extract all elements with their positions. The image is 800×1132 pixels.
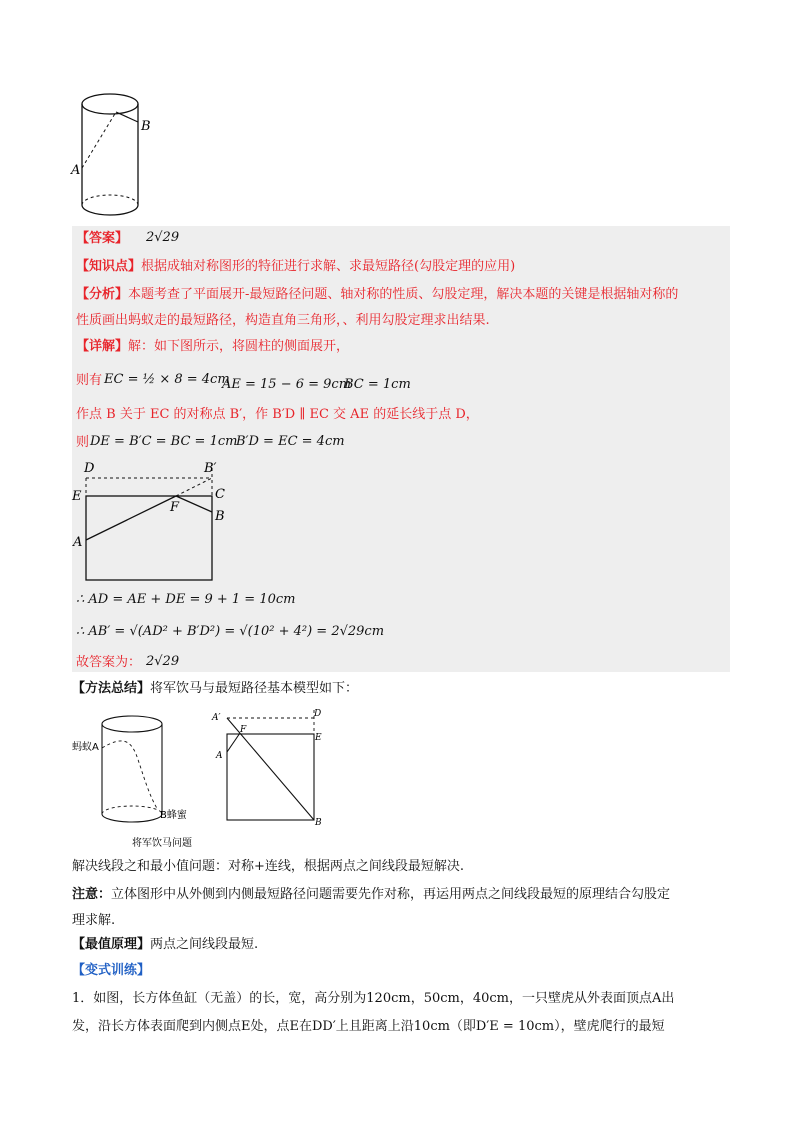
fig1-label-b: B bbox=[141, 119, 151, 134]
fig2-label-e: E bbox=[72, 489, 82, 504]
fig3-label-d: D bbox=[314, 709, 322, 719]
ae-equation: AE = 15 − 6 = 9cm bbox=[222, 377, 352, 392]
ant-label: 蚂蚁A bbox=[72, 742, 99, 753]
solve-line: 解决线段之和最小值问题：对称+连线，根据两点之间线段最短解决. bbox=[72, 859, 465, 874]
analysis-tag: 【分析】 bbox=[76, 287, 129, 302]
problem-line2: 发，沿长方体表面爬到内侧点E处，点E在DD′上且距离上沿10cm（即D′E = 10cm），壁虎爬行的最短 bbox=[72, 1019, 665, 1034]
construction-line: 作点 B 关于 EC 的对称点 B′，作 B′D ∥ EC 交 AE 的延长线于点 D， bbox=[76, 407, 479, 422]
note-line2: 理求解. bbox=[72, 913, 116, 928]
bd-equation: B′D = EC = 4cm bbox=[236, 434, 345, 449]
fig2-label-b: B bbox=[215, 509, 225, 524]
model-figure bbox=[72, 706, 342, 854]
fig3-label-a: A bbox=[216, 751, 223, 761]
fig2-label-c: C bbox=[215, 487, 225, 502]
answer-value: 2√29 bbox=[146, 230, 180, 245]
method-tag: 【方法总结】 bbox=[72, 681, 151, 696]
fig2-label-b1: B′ bbox=[204, 461, 217, 476]
cylinder-figure bbox=[70, 88, 160, 223]
model-caption: 将军饮马问题 bbox=[132, 838, 192, 849]
analysis-line2: 性质画出蚂蚁走的最短路径，构造直角三角形，、利用勾股定理求出结果. bbox=[76, 313, 490, 328]
problem-line1: 1．如图，长方体鱼缸（无盖）的长，宽，高分别为120cm，50cm，40cm，一只壁虎从外表面顶点A出 bbox=[72, 991, 675, 1006]
fig3-label-a1: A′ bbox=[212, 713, 221, 723]
knowledge-tag: 【知识点】 bbox=[76, 259, 142, 274]
principle-tag: 【最值原理】 bbox=[72, 937, 151, 952]
note-tag: 注意： bbox=[72, 887, 112, 902]
unfolded-figure bbox=[72, 460, 242, 585]
detail-tag: 【详解】 bbox=[76, 339, 129, 354]
final-prefix: 故答案为： bbox=[76, 655, 142, 670]
answer-tag: 【答案】 bbox=[76, 231, 129, 246]
de-equation: DE = B′C = BC = 1cm bbox=[90, 434, 238, 449]
note-line1: 立体图形中从外侧到内侧最短路径问题需要先作对称，再运用两点之间线段最短的原理结合勾股定 bbox=[111, 887, 671, 902]
fig2-label-f: F bbox=[170, 500, 180, 515]
method-text: 将军饮马与最短路径基本模型如下： bbox=[150, 681, 359, 696]
fig1-label-a: A bbox=[71, 163, 81, 178]
ad-equation: ∴ AD = AE + DE = 9 + 1 = 10cm bbox=[76, 592, 296, 607]
bc-equation: BC = 1cm bbox=[344, 377, 411, 392]
ec-equation: EC = ½ × 8 = 4cm bbox=[104, 372, 230, 387]
fig2-label-a: A bbox=[73, 535, 83, 550]
principle-text: 两点之间线段最短. bbox=[150, 937, 259, 952]
variant-tag: 【变式训练】 bbox=[72, 963, 151, 978]
fig3-label-e: E bbox=[315, 733, 322, 743]
ab-equation: ∴ AB′ = √(AD² + B′D²) = √(10² + 4²) = 2√29cm bbox=[76, 624, 385, 639]
fig2-label-d: D bbox=[84, 461, 95, 476]
analysis-line1: 本题考查了平面展开-最短路径问题、轴对称的性质、勾股定理，解决本题的关键是根据轴对称的 bbox=[128, 287, 679, 302]
knowledge-text: 根据成轴对称图形的特征进行求解、求最短路径(勾股定理的应用) bbox=[141, 259, 516, 274]
detail-then2: 则 bbox=[76, 435, 90, 450]
fig3-label-b: B bbox=[315, 818, 322, 828]
bee-label: B蜂蜜 bbox=[160, 810, 187, 821]
detail-intro: 解：如下图所示，将圆柱的侧面展开， bbox=[128, 339, 350, 354]
detail-then-prefix: 则有 bbox=[76, 373, 103, 388]
fig3-label-f: F bbox=[240, 725, 247, 735]
final-value: 2√29 bbox=[146, 654, 180, 669]
